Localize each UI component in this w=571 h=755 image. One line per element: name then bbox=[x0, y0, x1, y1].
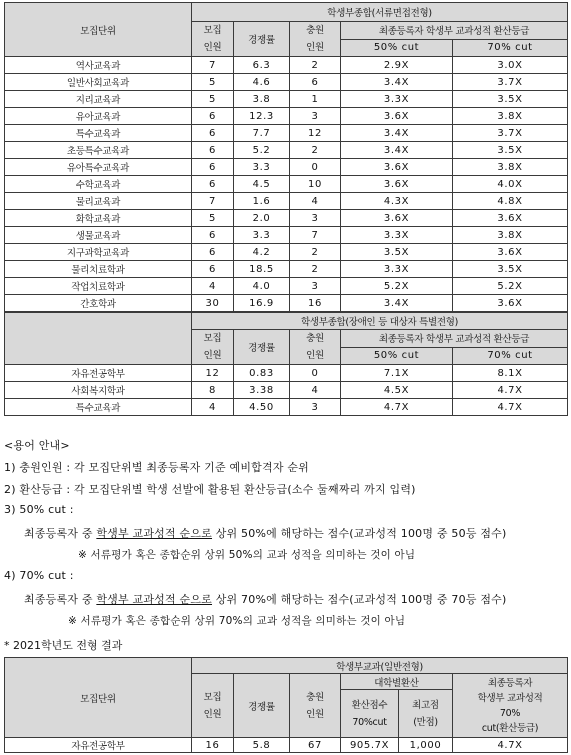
cell-ratio: 5.8 bbox=[234, 738, 290, 753]
guide-item-3-desc: 최종등록자 중 학생부 교과성적 순으로 상위 50%에 해당하는 점수(교과성적 100명 중 50등 점수) bbox=[24, 527, 507, 540]
table-row bbox=[5, 278, 568, 295]
cell-ratio: 3.3 bbox=[234, 159, 290, 176]
table-row bbox=[5, 210, 568, 227]
cell-quota: 5 bbox=[192, 74, 234, 91]
cell-unit: 지리교육과 bbox=[5, 91, 192, 108]
header-grade: 최종등록자 학생부 교과성적 환산등급 bbox=[341, 330, 568, 348]
cell-filled: 7 bbox=[290, 227, 341, 244]
cell-ratio: 3.38 bbox=[234, 382, 290, 399]
cell-quota: 6 bbox=[192, 125, 234, 142]
table-row bbox=[5, 399, 568, 416]
cell-filled: 0 bbox=[290, 159, 341, 176]
cell-cut50: 3.4X bbox=[341, 74, 453, 91]
guide-item-3-note: ※ 서류평가 혹은 종합순위 상위 50%의 교과 성적을 의미하는 것이 아님 bbox=[78, 549, 416, 561]
header-conversion: 대학별환산 bbox=[341, 674, 453, 690]
cell-ratio: 16.9 bbox=[234, 295, 290, 312]
table-row bbox=[5, 261, 568, 278]
table-row bbox=[5, 108, 568, 125]
cell-unit: 사회복지학과 bbox=[5, 382, 192, 399]
cell-filled: 16 bbox=[290, 295, 341, 312]
guide-title: <용어 안내> bbox=[4, 439, 70, 452]
cell-cut50: 3.3X bbox=[341, 227, 453, 244]
cell-unit: 지구과학교육과 bbox=[5, 244, 192, 261]
guide-item-3-title: 3) 50% cut : bbox=[4, 503, 74, 516]
header-group: 학생부교과(일반전형) bbox=[192, 658, 568, 674]
header-unit: 모집단위 bbox=[5, 658, 192, 738]
guide-item-4-title: 4) 70% cut : bbox=[4, 569, 74, 582]
cell-cut50: 3.5X bbox=[341, 244, 453, 261]
cell-unit: 물리치료학과 bbox=[5, 261, 192, 278]
cell-unit: 간호학과 bbox=[5, 295, 192, 312]
cell-quota: 12 bbox=[192, 365, 234, 382]
cell-quota: 8 bbox=[192, 382, 234, 399]
cell-cut70: 3.6X bbox=[453, 210, 568, 227]
cell-cut70: 3.7X bbox=[453, 74, 568, 91]
cell-quota: 6 bbox=[192, 142, 234, 159]
cell-unit: 역사교육과 bbox=[5, 57, 192, 74]
cell-quota: 16 bbox=[192, 738, 234, 753]
table-row bbox=[5, 244, 568, 261]
cell-cut50: 3.4X bbox=[341, 295, 453, 312]
cell-filled: 1 bbox=[290, 91, 341, 108]
table-row bbox=[5, 176, 568, 193]
cell-cut50: 2.9X bbox=[341, 57, 453, 74]
cell-unit: 일반사회교육과 bbox=[5, 74, 192, 91]
guide-item-1: 1) 충원인원 : 각 모집단위별 최종등록자 기준 예비합격자 순위 bbox=[4, 461, 309, 474]
cell-quota: 30 bbox=[192, 295, 234, 312]
cell-ratio: 4.2 bbox=[234, 244, 290, 261]
table-row bbox=[5, 227, 568, 244]
cell-cut50: 3.6X bbox=[341, 159, 453, 176]
header-quota: 모집 인원 bbox=[192, 674, 234, 738]
cell-quota: 6 bbox=[192, 159, 234, 176]
cell-ratio: 4.5 bbox=[234, 176, 290, 193]
header-ratio: 경쟁률 bbox=[234, 22, 290, 57]
cell-ratio: 2.0 bbox=[234, 210, 290, 227]
cell-unit: 화학교육과 bbox=[5, 210, 192, 227]
cell-ratio: 7.7 bbox=[234, 125, 290, 142]
cell-quota: 7 bbox=[192, 57, 234, 74]
header-ratio: 경쟁률 bbox=[234, 330, 290, 365]
cell-cut70: 3.8X bbox=[453, 108, 568, 125]
cell-filled: 3 bbox=[290, 108, 341, 125]
cell-unit: 물리교육과 bbox=[5, 193, 192, 210]
table-row bbox=[5, 193, 568, 210]
cell-quota: 6 bbox=[192, 261, 234, 278]
cell-quota: 6 bbox=[192, 244, 234, 261]
cell-cut70: 8.1X bbox=[453, 365, 568, 382]
cell-cut50: 4.5X bbox=[341, 382, 453, 399]
cell-filled: 6 bbox=[290, 74, 341, 91]
cell-cut50: 3.3X bbox=[341, 91, 453, 108]
cell-cut70: 3.6X bbox=[453, 244, 568, 261]
header-filled: 충원 인원 bbox=[290, 330, 341, 365]
cell-unit: 작업치료학과 bbox=[5, 278, 192, 295]
cell-cut50: 3.4X bbox=[341, 125, 453, 142]
header-final-grade: 최종등록자 학생부 교과성적 70% cut(환산등급) bbox=[453, 674, 568, 738]
header-ratio: 경쟁률 bbox=[234, 674, 290, 738]
table-row bbox=[5, 159, 568, 176]
cell-quota: 4 bbox=[192, 278, 234, 295]
cell-filled: 4 bbox=[290, 382, 341, 399]
cell-cut70: 3.5X bbox=[453, 142, 568, 159]
header-conv-cut: 환산점수 70%cut bbox=[341, 690, 399, 738]
cell-cut70: 4.8X bbox=[453, 193, 568, 210]
cell-ratio: 5.2 bbox=[234, 142, 290, 159]
cell-quota: 6 bbox=[192, 176, 234, 193]
guide-item-4-desc: 최종등록자 중 학생부 교과성적 순으로 상위 70%에 해당하는 점수(교과성적 100명 중 70등 점수) bbox=[24, 593, 507, 606]
header-filled: 충원 인원 bbox=[290, 674, 341, 738]
cell-cut70: 3.8X bbox=[453, 159, 568, 176]
cell-cut70: 3.8X bbox=[453, 227, 568, 244]
cell-quota: 7 bbox=[192, 193, 234, 210]
cell-cut70: 4.7X bbox=[453, 382, 568, 399]
cell-filled: 2 bbox=[290, 142, 341, 159]
cell-cut70: 3.7X bbox=[453, 125, 568, 142]
cell-unit: 수학교육과 bbox=[5, 176, 192, 193]
table-row bbox=[5, 74, 568, 91]
cell-ratio: 3.3 bbox=[234, 227, 290, 244]
cell-filled: 2 bbox=[290, 244, 341, 261]
cell-cut70: 5.2X bbox=[453, 278, 568, 295]
guide-item-2: 2) 환산등급 : 각 모집단위별 학생 선발에 활용된 환산등급(소수 둘째짜리 까지 입력) bbox=[4, 483, 416, 496]
cell-cut50: 7.1X bbox=[341, 365, 453, 382]
cell-unit: 특수교육과 bbox=[5, 125, 192, 142]
table-special-admission bbox=[4, 312, 568, 416]
header-cut50: 50% cut bbox=[341, 39, 453, 57]
cell-filled: 10 bbox=[290, 176, 341, 193]
header-cut70: 70% cut bbox=[453, 347, 568, 365]
cell-cut70: 4.0X bbox=[453, 176, 568, 193]
cell-cut50: 5.2X bbox=[341, 278, 453, 295]
cell-filled: 12 bbox=[290, 125, 341, 142]
cell-ratio: 12.3 bbox=[234, 108, 290, 125]
cell-cut50: 3.6X bbox=[341, 176, 453, 193]
header-filled: 충원 인원 bbox=[290, 22, 341, 57]
header-cut50: 50% cut bbox=[341, 347, 453, 365]
cell-filled: 67 bbox=[290, 738, 341, 753]
cell-grade: 4.7X bbox=[453, 738, 568, 753]
cell-quota: 4 bbox=[192, 399, 234, 416]
table-row bbox=[5, 125, 568, 142]
cell-cut50: 4.3X bbox=[341, 193, 453, 210]
cell-cut70: 4.7X bbox=[453, 399, 568, 416]
table-2021-results bbox=[4, 657, 568, 753]
cell-ratio: 3.8 bbox=[234, 91, 290, 108]
cell-ratio: 4.50 bbox=[234, 399, 290, 416]
cell-unit: 자유전공학부 bbox=[5, 365, 192, 382]
table-row bbox=[5, 382, 568, 399]
cell-cut70: 3.5X bbox=[453, 91, 568, 108]
cell-quota: 5 bbox=[192, 210, 234, 227]
cell-cut50: 3.6X bbox=[341, 108, 453, 125]
table-row bbox=[5, 91, 568, 108]
header-quota: 모집 인원 bbox=[192, 22, 234, 57]
cell-filled: 3 bbox=[290, 278, 341, 295]
cell-unit: 생물교육과 bbox=[5, 227, 192, 244]
header-unit: 모집단위 bbox=[5, 3, 192, 57]
header-unit-empty bbox=[5, 313, 192, 365]
table-row bbox=[5, 295, 568, 312]
cell-filled: 4 bbox=[290, 193, 341, 210]
cell-filled: 0 bbox=[290, 365, 341, 382]
cell-cut70: 3.5X bbox=[453, 261, 568, 278]
cell-quota: 5 bbox=[192, 91, 234, 108]
cell-ratio: 18.5 bbox=[234, 261, 290, 278]
cell-filled: 2 bbox=[290, 57, 341, 74]
cell-cut50: 3.4X bbox=[341, 142, 453, 159]
cell-ratio: 4.0 bbox=[234, 278, 290, 295]
cell-ratio: 1.6 bbox=[234, 193, 290, 210]
table-general-admission bbox=[4, 2, 568, 312]
header-conv-max: 최고점 (만점) bbox=[399, 690, 453, 738]
cell-unit: 특수교육과 bbox=[5, 399, 192, 416]
cell-filled: 3 bbox=[290, 210, 341, 227]
cell-ratio: 0.83 bbox=[234, 365, 290, 382]
cell-cut70: 3.6X bbox=[453, 295, 568, 312]
cell-unit: 유아특수교육과 bbox=[5, 159, 192, 176]
header-quota: 모집 인원 bbox=[192, 330, 234, 365]
cell-cut50: 4.7X bbox=[341, 399, 453, 416]
guide-item-4-note: ※ 서류평가 혹은 종합순위 상위 70%의 교과 성적을 의미하는 것이 아님 bbox=[68, 615, 406, 627]
cell-cut50: 3.6X bbox=[341, 210, 453, 227]
cell-score: 905.7X bbox=[341, 738, 399, 753]
section-title-2021: * 2021학년도 전형 결과 bbox=[4, 639, 123, 652]
cell-cut50: 3.3X bbox=[341, 261, 453, 278]
cell-max: 1,000 bbox=[399, 738, 453, 753]
table-row bbox=[5, 738, 568, 753]
cell-ratio: 6.3 bbox=[234, 57, 290, 74]
cell-unit: 자유전공학부 bbox=[5, 738, 192, 753]
table-row bbox=[5, 365, 568, 382]
cell-quota: 6 bbox=[192, 227, 234, 244]
header-group: 학생부종합(서류면접전형) bbox=[192, 3, 568, 22]
cell-quota: 6 bbox=[192, 108, 234, 125]
cell-cut70: 3.0X bbox=[453, 57, 568, 74]
cell-ratio: 4.6 bbox=[234, 74, 290, 91]
table-row bbox=[5, 142, 568, 159]
cell-filled: 2 bbox=[290, 261, 341, 278]
header-grade: 최종등록자 학생부 교과성적 환산등급 bbox=[341, 22, 568, 40]
cell-filled: 3 bbox=[290, 399, 341, 416]
table-row bbox=[5, 57, 568, 74]
header-cut70: 70% cut bbox=[453, 39, 568, 57]
cell-unit: 유아교육과 bbox=[5, 108, 192, 125]
header-group: 학생부종합(장애인 등 대상자 특별전형) bbox=[192, 313, 568, 330]
cell-unit: 초등특수교육과 bbox=[5, 142, 192, 159]
